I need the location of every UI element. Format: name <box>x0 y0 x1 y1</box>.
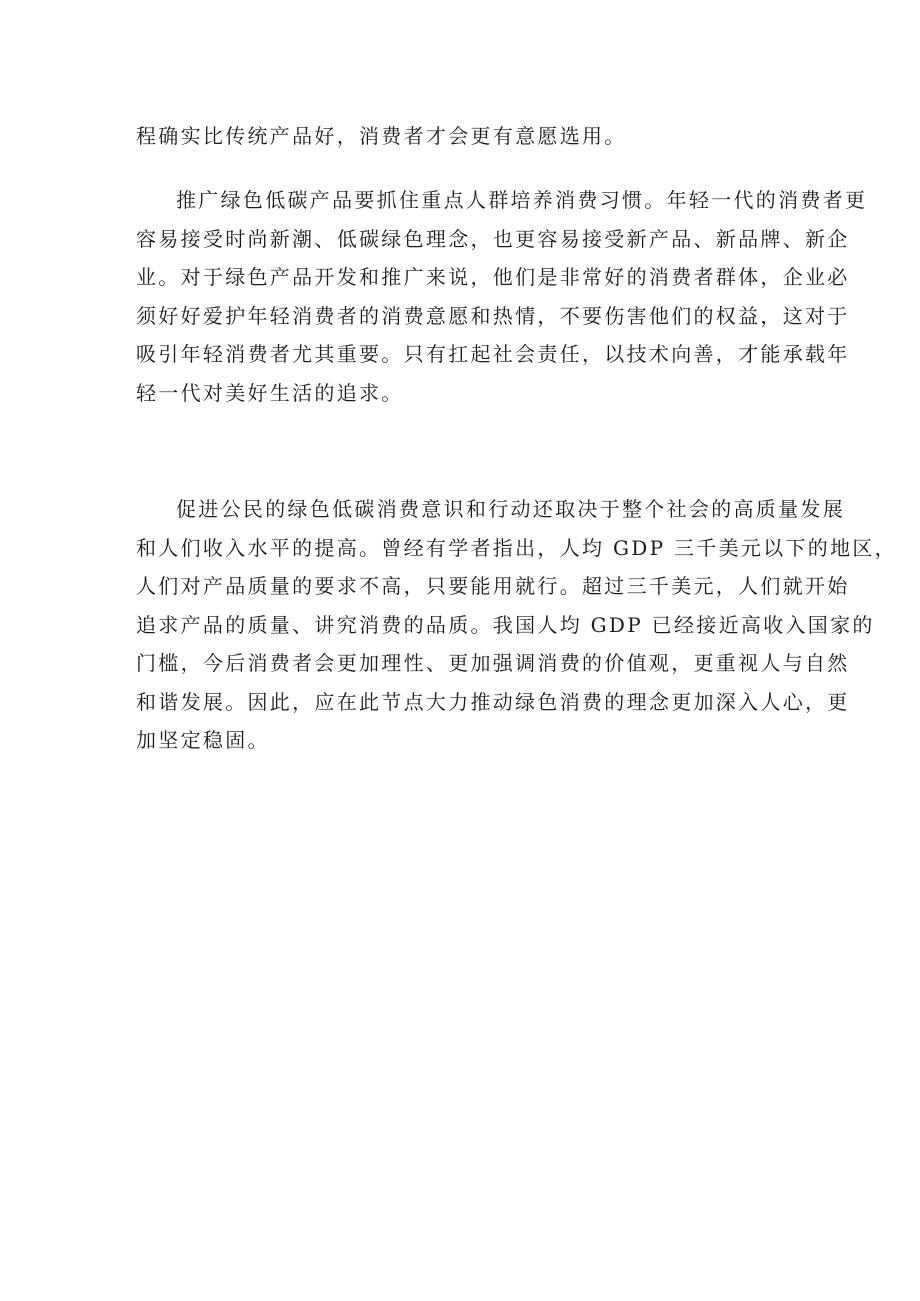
paragraph-line: 推广绿色低碳产品要抓住重点人群培养消费习惯。年轻一代的消费者更 <box>176 188 868 212</box>
paragraph-social-development <box>136 490 897 760</box>
paragraph-continuation <box>136 117 788 156</box>
paragraph-line: 轻一代对美好生活的追求。 <box>136 380 404 405</box>
paragraph-line: 门槛，今后消费者会更加理性、更加强调消费的价值观，更重视人与自然 <box>136 651 850 675</box>
paragraph-line: 和人们收入水平的提高。曾经有学者指出，人均 GDP 三千美元以下的地区， <box>136 535 897 560</box>
paragraph-line: 人们对产品质量的要求不高，只要能用就行。超过三千美元，人们就开始 <box>136 574 850 598</box>
paragraph-line: 促进公民的绿色低碳消费意识和行动还取决于整个社会的高质量发展 <box>176 497 845 521</box>
paragraph-line: 和谐发展。因此，应在此节点大力推动绿色消费的理念更加深入人心，更 <box>136 689 850 714</box>
paragraph-line: 须好好爱护年轻消费者的消费意愿和热情，不要伤害他们的权益，这对于 <box>136 303 850 328</box>
paragraph-line: 程确实比传统产品好，消费者才会更有意愿选用。 <box>136 124 627 148</box>
paragraph-line: 加坚定稳固。 <box>136 728 270 752</box>
paragraph-line: 业。对于绿色产品开发和推广来说，他们是非常好的消费者群体，企业必 <box>136 265 850 289</box>
paragraph-line: 追求产品的质量、讲究消费的品质。我国人均 GDP 已经接近高收入国家的 <box>136 612 875 637</box>
paragraph-line: 吸引年轻消费者尤其重要。只有扛起社会责任，以技术向善，才能承载年 <box>136 342 850 366</box>
paragraph-line: 容易接受时尚新潮、低碳绿色理念，也更容易接受新产品、新品牌、新企 <box>136 226 850 251</box>
paragraph-young-consumers <box>136 181 868 412</box>
